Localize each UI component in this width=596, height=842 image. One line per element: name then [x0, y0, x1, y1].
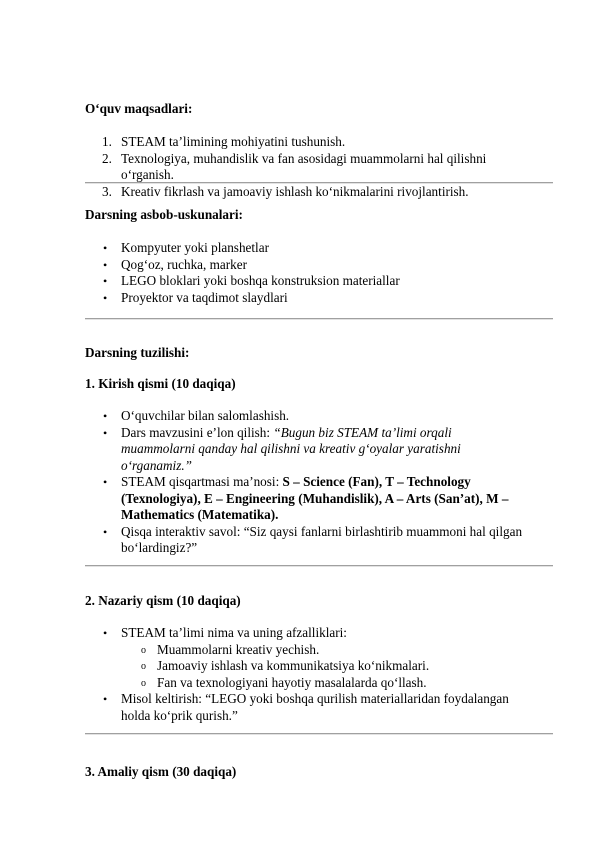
topic-prefix: Dars mavzusini e’lon qilish: — [121, 424, 274, 440]
bullet-icon: • — [103, 692, 108, 706]
goal-item-1 — [85, 134, 555, 151]
example-line-2: holda ko‘prik qurish.” — [121, 707, 238, 723]
bullet-icon: • — [103, 626, 108, 640]
tool-text: Qog‘oz, ruchka, marker — [121, 256, 247, 272]
circle-bullet-icon: o — [141, 661, 146, 672]
bullet-icon: • — [103, 241, 108, 255]
bullet-icon: • — [103, 274, 108, 288]
acronym-line-1: S – Science (Fan), T – Technology — [282, 474, 471, 489]
section-divider — [85, 318, 553, 320]
circle-bullet-icon: o — [141, 677, 146, 689]
goal-text: STEAM ta’limining mohiyatini tushunish. — [121, 134, 346, 149]
theory-list — [85, 625, 555, 724]
tools-list — [85, 240, 555, 306]
bullet-icon: • — [103, 425, 108, 440]
theory-subitem — [85, 675, 555, 692]
structure-heading: Darsning tuzilishi: — [85, 345, 190, 360]
topic-quote-line-2: muammolarni qanday hal qilishni va kreativ g‘oyalar yaratishni — [121, 441, 461, 456]
tool-item — [85, 290, 555, 307]
goals-list — [85, 134, 555, 200]
tool-item — [85, 240, 555, 257]
topic-quote-line-1: “Bugun biz STEAM ta’limi orqali — [273, 424, 452, 440]
intro-list — [85, 408, 555, 557]
intro-item — [85, 474, 555, 524]
goal-item-3 — [85, 184, 555, 201]
theory-subitem — [85, 658, 555, 675]
goal-number: 1. — [102, 134, 112, 149]
goals-heading: O‘quv maqsadlari: — [85, 101, 193, 116]
section-divider — [85, 733, 553, 735]
question-line-1: Qisqa interaktiv savol: “Siz qaysi fanlarni birlashtirib muammoni hal qilgan — [121, 523, 523, 539]
goal-text: Kreativ fikrlash va jamoaviy ishlash ko‘nikmalarini rivojlantirish. — [121, 183, 469, 199]
tool-text: Kompyuter yoki planshetlar — [121, 240, 269, 255]
topic-quote-line-3: o‘rganamiz.” — [121, 457, 192, 473]
subitem-text: Muammolarni kreativ yechish. — [157, 641, 320, 657]
practice-heading: 3. Amaliy qism (30 daqiqa) — [85, 764, 237, 779]
question-line-2: bo‘lardingiz?” — [121, 540, 198, 555]
goal-text-line-1: Texnologiya, muhandislik va fan asosidagi muammolarni hal qilishni — [121, 150, 487, 166]
example-line-1: Misol keltirish: “LEGO yoki boshqa qurilish materiallaridan foydalangan — [121, 691, 509, 706]
goal-number: 3. — [102, 183, 112, 199]
bullet-icon: • — [103, 409, 108, 423]
goal-number: 2. — [102, 150, 112, 166]
theory-item — [85, 691, 555, 724]
tool-item — [85, 273, 555, 290]
theory-heading: 2. Nazariy qism (10 daqiqa) — [85, 593, 241, 608]
acronym-line-3: Mathematics (Matematika). — [121, 507, 279, 522]
intro-item — [85, 524, 555, 557]
circle-bullet-icon: o — [141, 644, 146, 656]
goal-text-line-2: o‘rganish. — [121, 167, 174, 182]
bullet-icon: • — [103, 475, 108, 489]
bullet-icon: • — [103, 290, 108, 305]
subitem-text: Fan va texnologiyani hayotiy masalalarda qo‘llash. — [157, 674, 427, 690]
tools-heading: Darsning asbob-uskunalari: — [85, 207, 243, 222]
theory-item — [85, 625, 555, 642]
theory-subitem — [85, 642, 555, 659]
bullet-icon: • — [103, 257, 108, 272]
intro-greeting: O‘quvchilar bilan salomlashish. — [121, 408, 290, 423]
section-divider — [85, 182, 553, 184]
theory-item-text: STEAM ta’limi nima va uning afzalliklari: — [121, 625, 347, 640]
bullet-icon: • — [103, 524, 108, 539]
intro-heading: 1. Kirish qismi (10 daqiqa) — [85, 376, 236, 391]
subitem-text: Jamoaviy ishlash va kommunikatsiya ko‘nikmalari. — [157, 658, 430, 673]
acronym-line-2: (Texnologiya), E – Engineering (Muhandislik), A – Arts (San’at), M – — [121, 490, 509, 506]
intro-item — [85, 408, 555, 425]
acronym-prefix: STEAM qisqartmasi ma’nosi: — [121, 474, 283, 489]
intro-item — [85, 425, 555, 475]
section-divider — [85, 565, 553, 567]
tool-text: Proyektor va taqdimot slaydlari — [121, 289, 288, 305]
tool-text: LEGO bloklari yoki boshqa konstruksion materiallar — [121, 273, 400, 288]
tool-item — [85, 257, 555, 274]
goal-item-2 — [85, 151, 555, 184]
